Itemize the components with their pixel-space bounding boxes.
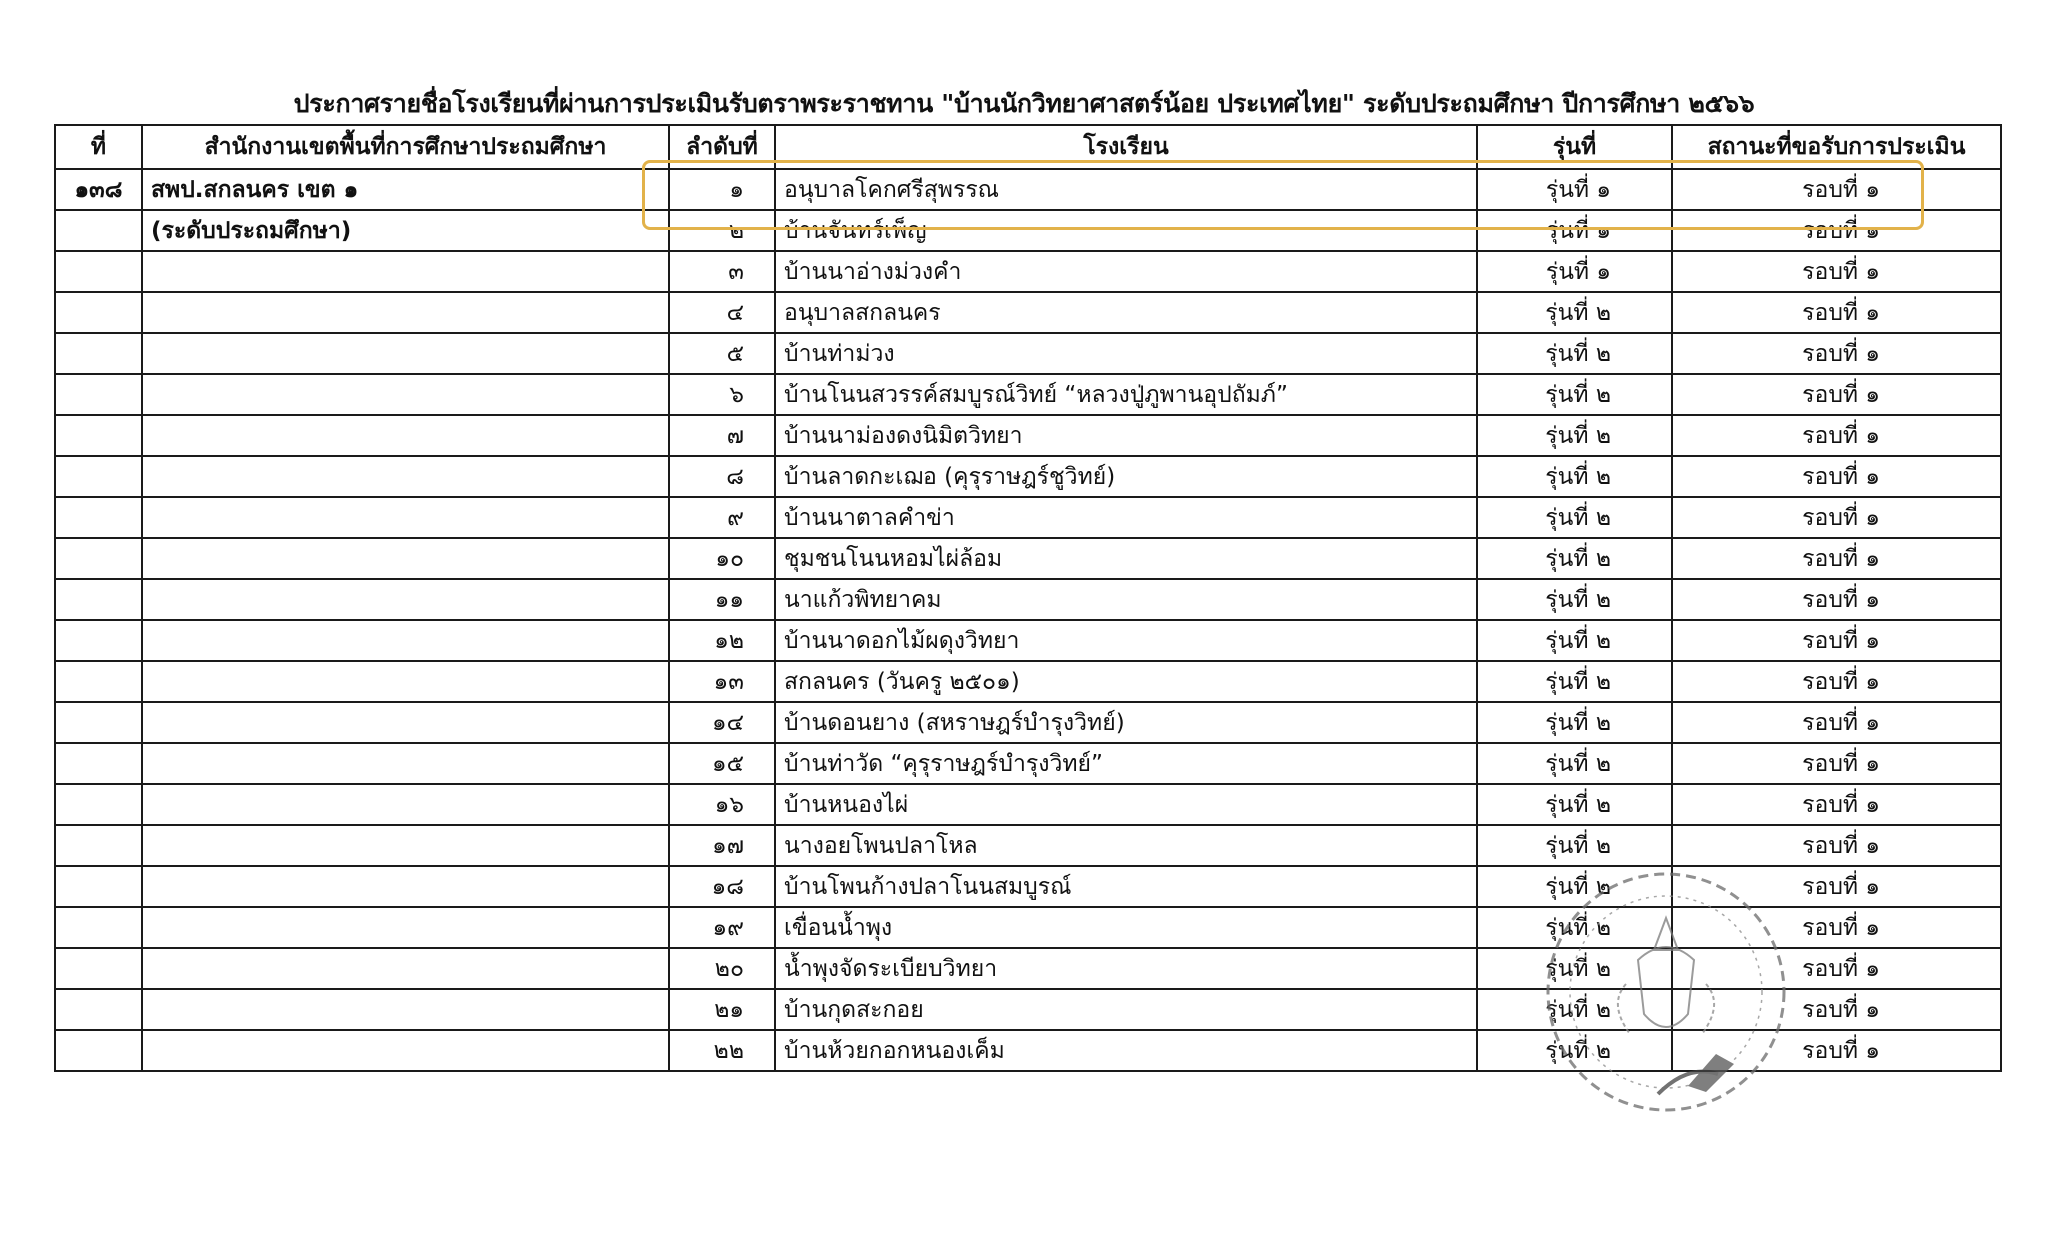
- cell-group-no: [55, 907, 142, 948]
- cell-group-no: [55, 456, 142, 497]
- cell-generation: รุ่นที่ ๒: [1477, 866, 1672, 907]
- cell-status: รอบที่ ๑: [1672, 579, 2001, 620]
- table-row: [55, 989, 2001, 1030]
- cell-generation: รุ่นที่ ๒: [1477, 497, 1672, 538]
- cell-office: [142, 1030, 669, 1071]
- highlight-box: [642, 160, 1924, 230]
- cell-generation: รุ่นที่ ๒: [1477, 456, 1672, 497]
- table-row: [55, 743, 2001, 784]
- cell-seq: ๗: [669, 415, 775, 456]
- cell-school: บ้านท่าวัด “คุรุราษฎร์บำรุงวิทย์”: [775, 743, 1477, 784]
- cell-office: [142, 333, 669, 374]
- table-row: [55, 661, 2001, 702]
- cell-status: รอบที่ ๑: [1672, 825, 2001, 866]
- cell-office: [142, 456, 669, 497]
- table-row: [55, 292, 2001, 333]
- table-row: [55, 907, 2001, 948]
- cell-group-no: ๑๓๘: [55, 169, 142, 210]
- cell-seq: ๑๒: [669, 620, 775, 661]
- cell-generation: รุ่นที่ ๒: [1477, 825, 1672, 866]
- cell-generation: รุ่นที่ ๒: [1477, 620, 1672, 661]
- cell-school: ชุมชนโนนหอมไผ่ล้อม: [775, 538, 1477, 579]
- cell-school: บ้านดอนยาง (สหราษฎร์บำรุงวิทย์): [775, 702, 1477, 743]
- cell-generation: รุ่นที่ ๑: [1477, 251, 1672, 292]
- cell-generation: รุ่นที่ ๒: [1477, 292, 1672, 333]
- table-row: [55, 866, 2001, 907]
- cell-office: [142, 251, 669, 292]
- cell-office: [142, 866, 669, 907]
- cell-school: บ้านหนองไผ่: [775, 784, 1477, 825]
- cell-generation: รุ่นที่ ๒: [1477, 415, 1672, 456]
- cell-school: บ้านท่าม่วง: [775, 333, 1477, 374]
- cell-status: รอบที่ ๑: [1672, 661, 2001, 702]
- table-body: [55, 169, 2001, 1071]
- cell-status: รอบที่ ๑: [1672, 784, 2001, 825]
- table-row: [55, 374, 2001, 415]
- cell-generation: รุ่นที่ ๒: [1477, 579, 1672, 620]
- cell-status: รอบที่ ๑: [1672, 415, 2001, 456]
- cell-group-no: [55, 497, 142, 538]
- cell-school: บ้านกุดสะกอย: [775, 989, 1477, 1030]
- cell-seq: ๑๗: [669, 825, 775, 866]
- cell-seq: ๙: [669, 497, 775, 538]
- cell-generation: รุ่นที่ ๒: [1477, 702, 1672, 743]
- table-row: [55, 702, 2001, 743]
- cell-seq: ๑: [669, 169, 775, 210]
- cell-office: (ระดับประถมศึกษา): [142, 210, 669, 251]
- cell-office: [142, 784, 669, 825]
- cell-status: รอบที่ ๑: [1672, 210, 2001, 251]
- cell-generation: รุ่นที่ ๒: [1477, 989, 1672, 1030]
- table-row: [55, 1030, 2001, 1071]
- cell-generation: รุ่นที่ ๒: [1477, 907, 1672, 948]
- cell-seq: ๘: [669, 456, 775, 497]
- table-row: [55, 579, 2001, 620]
- cell-office: [142, 661, 669, 702]
- cell-seq: ๑๕: [669, 743, 775, 784]
- cell-group-no: [55, 948, 142, 989]
- cell-office: [142, 620, 669, 661]
- cell-school: บ้านโนนสวรรค์สมบูรณ์วิทย์ “หลวงปู่ภูพานอุปถัมภ์”: [775, 374, 1477, 415]
- results-table: [54, 124, 2002, 1072]
- cell-status: รอบที่ ๑: [1672, 620, 2001, 661]
- cell-school: บ้านจันทร์เพ็ญ: [775, 210, 1477, 251]
- cell-group-no: [55, 538, 142, 579]
- cell-school: น้ำพุงจัดระเบียบวิทยา: [775, 948, 1477, 989]
- cell-group-no: [55, 743, 142, 784]
- cell-generation: รุ่นที่ ๒: [1477, 374, 1672, 415]
- cell-school: อนุบาลโคกศรีสุพรรณ: [775, 169, 1477, 210]
- cell-status: รอบที่ ๑: [1672, 948, 2001, 989]
- table-row: [55, 415, 2001, 456]
- cell-office: [142, 497, 669, 538]
- table-row: [55, 251, 2001, 292]
- cell-group-no: [55, 866, 142, 907]
- cell-generation: รุ่นที่ ๑: [1477, 169, 1672, 210]
- table-row: [55, 784, 2001, 825]
- cell-office: [142, 702, 669, 743]
- cell-generation: รุ่นที่ ๒: [1477, 1030, 1672, 1071]
- cell-status: รอบที่ ๑: [1672, 497, 2001, 538]
- cell-school: นาแก้วพิทยาคม: [775, 579, 1477, 620]
- cell-office: [142, 948, 669, 989]
- cell-generation: รุ่นที่ ๒: [1477, 948, 1672, 989]
- cell-seq: ๒๑: [669, 989, 775, 1030]
- cell-status: รอบที่ ๑: [1672, 1030, 2001, 1071]
- cell-status: รอบที่ ๑: [1672, 292, 2001, 333]
- cell-office: [142, 989, 669, 1030]
- cell-group-no: [55, 251, 142, 292]
- table-row: [55, 538, 2001, 579]
- cell-group-no: [55, 333, 142, 374]
- cell-group-no: [55, 1030, 142, 1071]
- cell-group-no: [55, 374, 142, 415]
- cell-generation: รุ่นที่ ๒: [1477, 333, 1672, 374]
- cell-seq: ๑๖: [669, 784, 775, 825]
- cell-status: รอบที่ ๑: [1672, 456, 2001, 497]
- cell-group-no: [55, 784, 142, 825]
- cell-office: [142, 292, 669, 333]
- cell-seq: ๑๐: [669, 538, 775, 579]
- header-status: สถานะที่ขอรับการประเมิน: [1672, 125, 2001, 169]
- cell-status: รอบที่ ๑: [1672, 866, 2001, 907]
- table-row: [55, 497, 2001, 538]
- cell-status: รอบที่ ๑: [1672, 702, 2001, 743]
- cell-office: [142, 538, 669, 579]
- cell-seq: ๑๓: [669, 661, 775, 702]
- header-generation: รุ่นที่: [1477, 125, 1672, 169]
- table-row: [55, 825, 2001, 866]
- cell-status: รอบที่ ๑: [1672, 251, 2001, 292]
- cell-seq: ๑๙: [669, 907, 775, 948]
- cell-office: [142, 579, 669, 620]
- cell-school: บ้านลาดกะเฌอ (คุรุราษฎร์ชูวิทย์): [775, 456, 1477, 497]
- cell-group-no: [55, 661, 142, 702]
- cell-status: รอบที่ ๑: [1672, 743, 2001, 784]
- cell-status: รอบที่ ๑: [1672, 333, 2001, 374]
- cell-group-no: [55, 825, 142, 866]
- header-school: โรงเรียน: [775, 125, 1477, 169]
- cell-office: สพป.สกลนคร เขต ๑: [142, 169, 669, 210]
- cell-seq: ๓: [669, 251, 775, 292]
- table-row: [55, 456, 2001, 497]
- cell-seq: ๒: [669, 210, 775, 251]
- cell-seq: ๔: [669, 292, 775, 333]
- cell-office: [142, 374, 669, 415]
- cell-school: บ้านห้วยกอกหนองเค็ม: [775, 1030, 1477, 1071]
- cell-group-no: [55, 292, 142, 333]
- cell-generation: รุ่นที่ ๒: [1477, 743, 1672, 784]
- cell-seq: ๑๔: [669, 702, 775, 743]
- cell-group-no: [55, 415, 142, 456]
- cell-seq: ๒๐: [669, 948, 775, 989]
- cell-school: บ้านนาตาลคำข่า: [775, 497, 1477, 538]
- header-office: สำนักงานเขตพื้นที่การศึกษาประถมศึกษา: [142, 125, 669, 169]
- cell-school: บ้านโพนก้างปลาโนนสมบูรณ์: [775, 866, 1477, 907]
- header-seq: ลำดับที่: [669, 125, 775, 169]
- cell-seq: ๒๒: [669, 1030, 775, 1071]
- cell-seq: ๖: [669, 374, 775, 415]
- cell-school: บ้านนาดอกไม้ผดุงวิทยา: [775, 620, 1477, 661]
- cell-school: บ้านนาม่องดงนิมิตวิทยา: [775, 415, 1477, 456]
- cell-seq: ๑๘: [669, 866, 775, 907]
- cell-status: รอบที่ ๑: [1672, 169, 2001, 210]
- cell-generation: รุ่นที่ ๑: [1477, 210, 1672, 251]
- cell-group-no: [55, 620, 142, 661]
- cell-group-no: [55, 210, 142, 251]
- cell-seq: ๑๑: [669, 579, 775, 620]
- cell-status: รอบที่ ๑: [1672, 907, 2001, 948]
- cell-school: อนุบาลสกลนคร: [775, 292, 1477, 333]
- table-row: [55, 620, 2001, 661]
- cell-status: รอบที่ ๑: [1672, 989, 2001, 1030]
- cell-office: [142, 907, 669, 948]
- cell-group-no: [55, 989, 142, 1030]
- table-row: [55, 333, 2001, 374]
- table-row: [55, 948, 2001, 989]
- cell-generation: รุ่นที่ ๒: [1477, 784, 1672, 825]
- cell-office: [142, 743, 669, 784]
- cell-group-no: [55, 702, 142, 743]
- cell-school: นางอยโพนปลาโหล: [775, 825, 1477, 866]
- cell-seq: ๕: [669, 333, 775, 374]
- header-no: ที่: [55, 125, 142, 169]
- cell-status: รอบที่ ๑: [1672, 538, 2001, 579]
- cell-office: [142, 825, 669, 866]
- document-title: ประกาศรายชื่อโรงเรียนที่ผ่านการประเมินรับตราพระราชทาน "บ้านนักวิทยาศาสตร์น้อย ประเทศไทย" ระดับประถมศึกษา ปีการศึกษา ๒๕๖๖: [293, 89, 1755, 118]
- cell-office: [142, 415, 669, 456]
- cell-school: สกลนคร (วันครู ๒๕๐๑): [775, 661, 1477, 702]
- cell-generation: รุ่นที่ ๒: [1477, 661, 1672, 702]
- cell-status: รอบที่ ๑: [1672, 374, 2001, 415]
- cell-school: บ้านนาอ่างม่วงคำ: [775, 251, 1477, 292]
- cell-generation: รุ่นที่ ๒: [1477, 538, 1672, 579]
- cell-group-no: [55, 579, 142, 620]
- cell-school: เขื่อนน้ำพุง: [775, 907, 1477, 948]
